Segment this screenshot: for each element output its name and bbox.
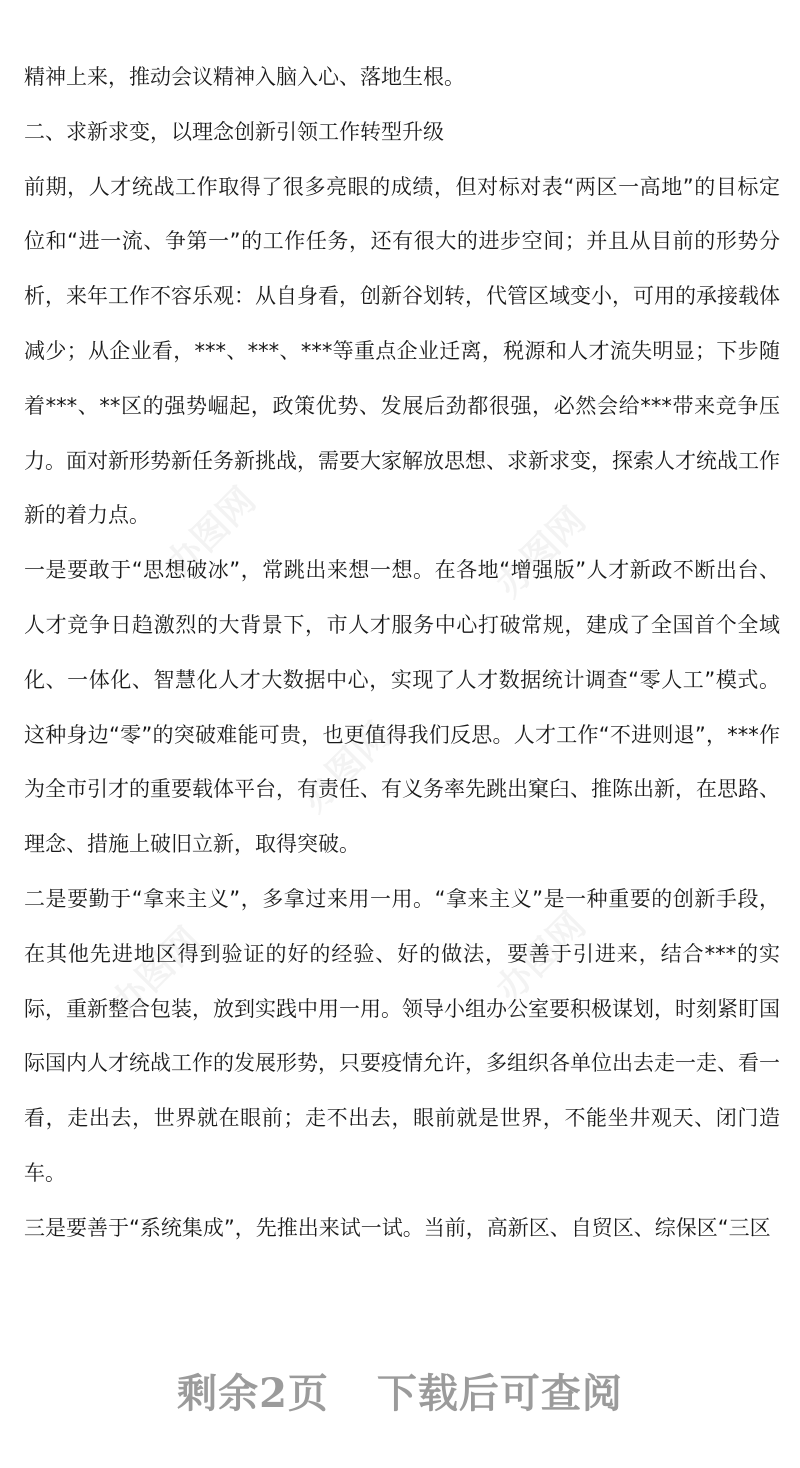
remaining-pages-label[interactable]: 剩余2页 bbox=[177, 1370, 329, 1417]
watermark: 办图网 bbox=[488, 904, 594, 1011]
watermark: 办图网 bbox=[103, 919, 209, 1026]
watermark: 办图网 bbox=[488, 499, 594, 606]
paragraph-point-2: 二是要勤于“拿来主义”，多拿过来用一用。“拿来主义”是一种重要的创新手段，在其他先进地区得到验证的好的经验、好的做法，要善于引进来，结合***的实际，重新整合包装，放到实践中用一用。领导小组办公室要积极谋划，时刻紧盯国际国内人才统战工作的发展形势，只要疫情允许，多组织各单位出去走一走、看一看，走出去，世界就在眼前；走不出去，眼前就是世界，不能坐井观天、闭门造车。 bbox=[24, 886, 780, 1185]
watermark: 办图网 bbox=[293, 714, 399, 821]
download-banner[interactable] bbox=[0, 1362, 800, 1419]
paragraph-point-1: 一是要敢于“思想破冰”，常跳出来想一想。在各地“增强版”人才新政不断出台、人才竞争日趋激烈的大背景下，市人才服务中心打破常规，建成了全国首个全域化、一体化、智慧化人才大数据中心，实现了人才数据统计调查“零人工”模式。这种身边“零”的突破难能可贵，也更值得我们反思。人才工作“不进则退”，***作为全市引才的重要载体平台，有责任、有义务率先跳出窠臼、推陈出新，在思路、理念、措施上破旧立新，取得突破。 bbox=[24, 558, 780, 857]
paragraph-intro-tail: 精神上来，推动会议精神入脑入心、落地生根。 bbox=[24, 65, 465, 89]
watermark: 办图网 bbox=[158, 479, 264, 586]
download-prompt-label[interactable]: 下载后可查阅 bbox=[376, 1370, 623, 1417]
paragraph-situation: 前期，人才统战工作取得了很多亮眼的成绩，但对标对表“两区一高地”的目标定位和“进一流、争第一”的工作任务，还有很大的进步空间；并且从目前的形势分析，来年工作不容乐观：从自身看，创新谷划转，代管区域变小，可用的承接载体减少；从企业看，***、***、***等重点企业迁离，税源和人才流失明显；下步随着***、**区的强势崛起，政策优势、发展后劲都很强，必然会给***带来竞争压力。面对新形势新任务新挑战，需要大家解放思想、求新求变，探索人才统战工作新的着力点。 bbox=[24, 174, 780, 528]
document-body bbox=[24, 50, 780, 1256]
paragraph-point-3: 三是要善于“系统集成”，先推出来试一试。当前，高新区、自贸区、综保区“三区 bbox=[24, 1215, 771, 1240]
section-heading-2: 二、求新求变，以理念创新引领工作转型升级 bbox=[24, 119, 444, 144]
